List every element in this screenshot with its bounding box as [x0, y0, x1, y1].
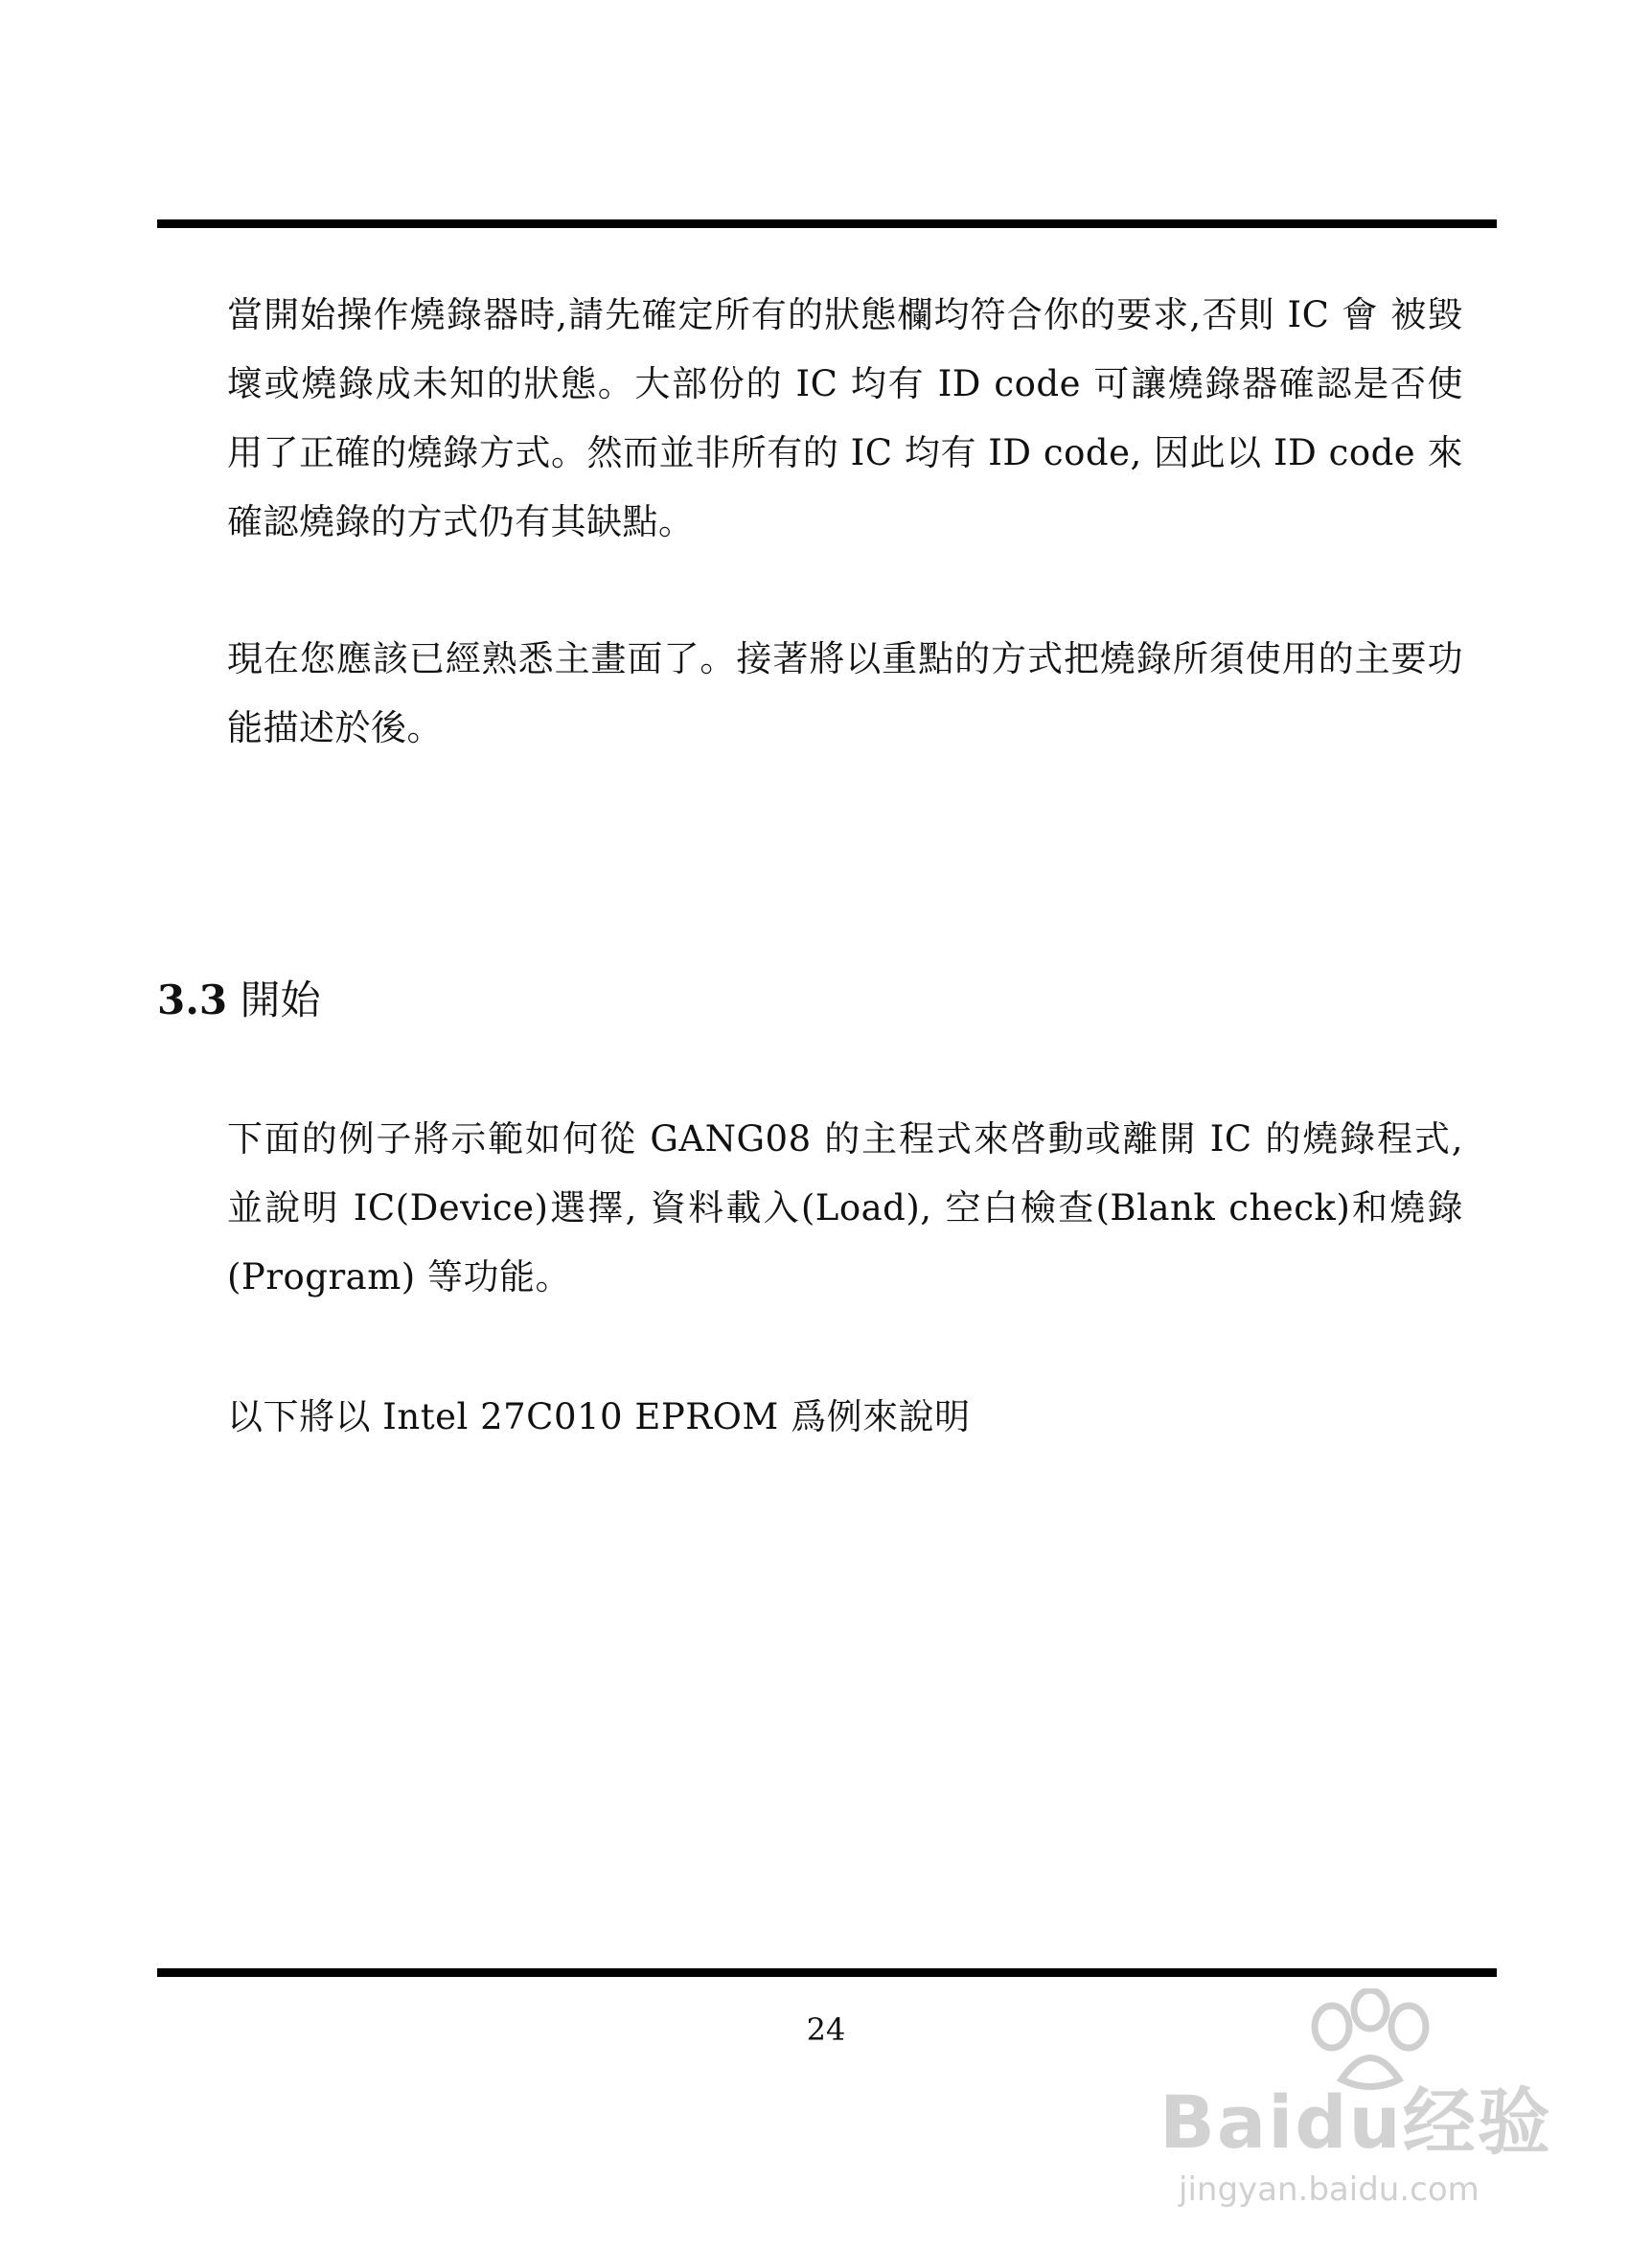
watermark-logo: Baidu经验 — [1159, 2079, 1552, 2165]
section-heading — [157, 972, 320, 1029]
paragraph-example-device: 以下將以 Intel 27C010 EPROM 爲例來說明 — [227, 1396, 971, 1437]
page-number: 24 — [806, 2011, 846, 2048]
section-number: 3.3 — [157, 976, 228, 1023]
footer-rule — [157, 1968, 1497, 1977]
paragraph-example-description: 下面的例子將示範如何從 GANG08 的主程式來啓動或離開 IC 的燒錄程式, 並說明 IC(Device)選擇, 資料載入(Load), 空白檢查(Blank check)和燒錄(Program) 等功能。 — [227, 1118, 1463, 1298]
watermark — [1159, 1988, 1562, 2209]
watermark-url: jingyan.baidu.com — [1179, 2171, 1480, 2209]
paw-icon — [1274, 1988, 1466, 2094]
header-rule — [157, 219, 1497, 228]
section-title: 開始 — [240, 976, 321, 1023]
paragraph-status-warning: 當開始操作燒錄器時,請先確定所有的狀態欄均符合你的要求,否則 IC 會 被毀壞或燒錄成未知的狀態。大部份的 IC 均有 ID code 可讓燒錄器確認是否使用了正確的燒錄方式。然而並非所有的 IC 均有 ID code, 因此以 ID code 來確認燒錄的方式仍有其缺點。 — [227, 294, 1463, 542]
paragraph-main-screen-intro: 現在您應該已經熟悉主畫面了。接著將以重點的方式把燒錄所須使用的主要功能描述於後。 — [227, 638, 1463, 748]
